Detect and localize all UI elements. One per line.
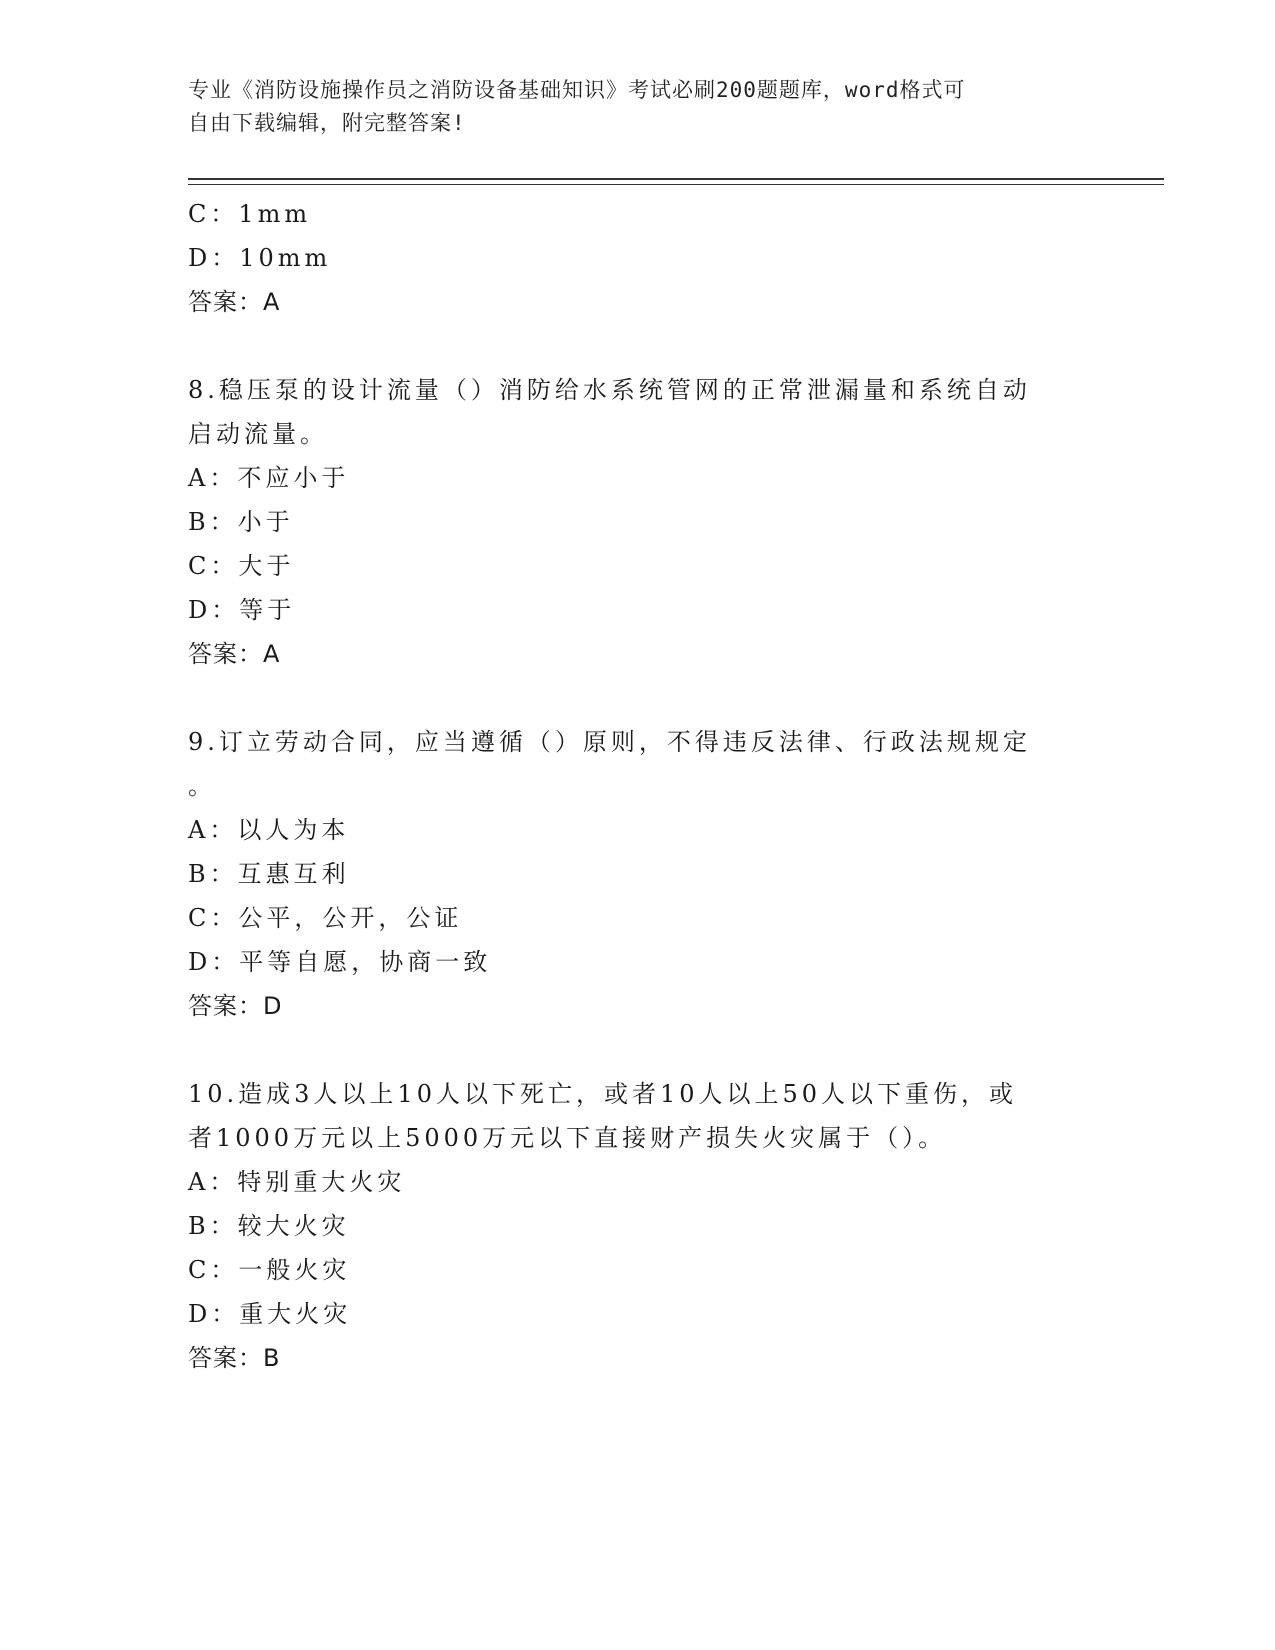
question-8-option-a: A：不应小于 xyxy=(188,464,350,492)
question-10-option-a: A：特别重大火灾 xyxy=(188,1168,406,1196)
question-10-stem-line-2: 者1000万元以上5000万元以下直接财产损失火灾属于（）。 xyxy=(188,1124,947,1152)
question-9-option-c: C：公平，公开，公证 xyxy=(188,904,463,932)
question-9-option-b: B：互惠互利 xyxy=(188,860,350,888)
question-10-stem-line-1: 10.造成3人以上10人以下死亡，或者10人以上50人以下重伤，或 xyxy=(188,1080,1018,1108)
option-c: C：1mm xyxy=(188,200,312,228)
question-10-option-c: C：一般火灾 xyxy=(188,1256,351,1284)
header-line-1: 专业《消防设施操作员之消防设备基础知识》考试必刷200题题库，word格式可 xyxy=(188,78,966,102)
question-9-option-a: A：以人为本 xyxy=(188,816,350,844)
header-divider-thin xyxy=(188,184,1164,185)
question-8-option-c: C：大于 xyxy=(188,552,295,580)
question-8-answer: 答案：A xyxy=(188,640,281,668)
header-divider-thick xyxy=(188,178,1164,180)
question-8-stem-line-2: 启动流量。 xyxy=(188,420,328,448)
question-9-answer: 答案：D xyxy=(188,992,283,1020)
option-d: D：10mm xyxy=(188,244,332,272)
question-8-option-d: D：等于 xyxy=(188,596,296,624)
answer-line: 答案：A xyxy=(188,288,281,316)
question-9-option-d: D：平等自愿，协商一致 xyxy=(188,948,492,976)
question-9-stem-line-1: 9.订立劳动合同，应当遵循（）原则，不得违反法律、行政法规规定 xyxy=(188,728,1031,756)
question-10-answer: 答案：B xyxy=(188,1344,281,1372)
question-10-option-d: D：重大火灾 xyxy=(188,1300,352,1328)
question-8-option-b: B：小于 xyxy=(188,508,294,536)
document-header xyxy=(188,74,1068,140)
question-8-stem-line-1: 8.稳压泵的设计流量（）消防给水系统管网的正常泄漏量和系统自动 xyxy=(188,376,1031,404)
header-line-2: 自由下载编辑，附完整答案! xyxy=(188,111,466,135)
question-9-stem-line-2: 。 xyxy=(188,772,216,800)
question-10-option-b: B：较大火灾 xyxy=(188,1212,350,1240)
